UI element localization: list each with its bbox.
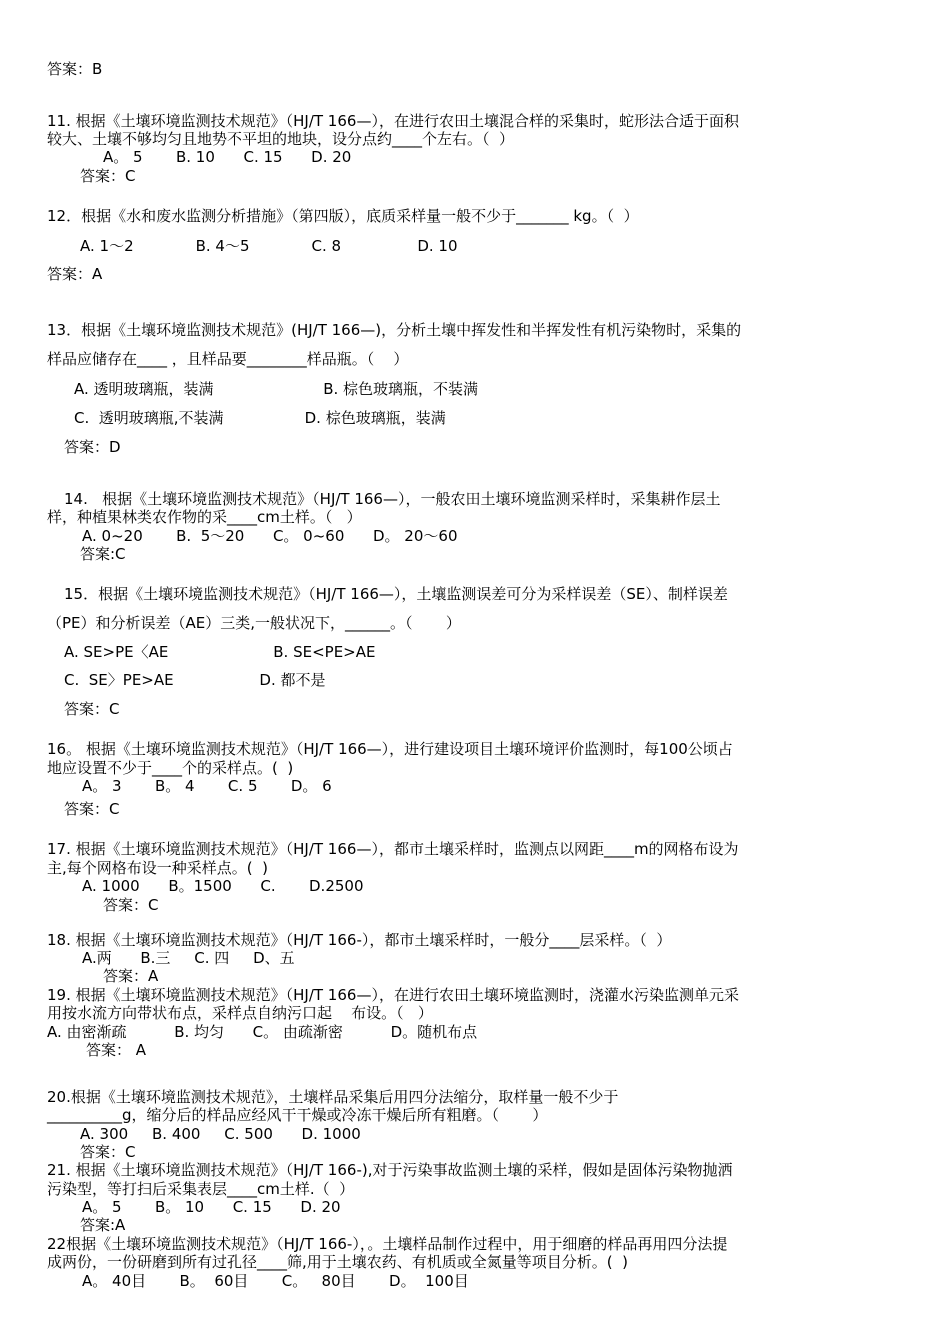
question-14-options: A. 0~20 B. 5～20 C。 0~60 D。 20～60 bbox=[82, 527, 458, 545]
question-14-line-2: 样，种植果林类农作物的采____cm土样。（ ） bbox=[47, 508, 362, 526]
question-20-line-2: __________g，缩分后的样品应经风干干燥或冷冻干燥后所有粗磨。（ ） bbox=[47, 1106, 548, 1124]
question-13-line-1: 13．根据《土壤环境监测技术规范》(HJ/T 166—)，分析土壤中挥发性和半挥发性有机污染物时，采集的 bbox=[47, 321, 742, 339]
question-11-options: A。 5 B. 10 C. 15 D. 20 bbox=[103, 148, 352, 166]
answer-18: 答案：A bbox=[103, 967, 159, 985]
question-22-options: A。 40目 B。 60目 C。 80目 D。 100目 bbox=[82, 1272, 469, 1290]
question-17-options: A. 1000 B。1500 C. D.2500 bbox=[82, 877, 364, 895]
question-21-line-1: 21. 根据《土壤环境监测技术规范》（HJ/T 166-),对于污染事故监测土壤的采样，假如是固体污染物抛洒 bbox=[47, 1161, 733, 1179]
question-18-options: A.两 B.三 C. 四 D、五 bbox=[82, 949, 295, 967]
question-16-line-1: 16。 根据《土壤环境监测技术规范》（HJ/T 166—），进行建设项目土壤环境评价监测时，每100公顷占 bbox=[47, 740, 733, 758]
answer-20: 答案：C bbox=[80, 1143, 136, 1161]
question-12-options: A. 1～2 B. 4～5 C. 8 D. 10 bbox=[80, 237, 458, 255]
answer-10: 答案：B bbox=[47, 60, 103, 78]
answer-17: 答案：C bbox=[103, 896, 159, 914]
answer-13: 答案：D bbox=[64, 438, 121, 456]
answer-19: 答案： A bbox=[86, 1041, 147, 1059]
question-11-line-1: 11. 根据《土壤环境监测技术规范》（HJ/T 166—），在进行农田土壤混合样的采集时，蛇形法合适于面积 bbox=[47, 112, 739, 130]
question-15-options-1: A. SE>PE〈AE B. SE<PE>AE bbox=[64, 643, 376, 661]
question-22-line-2: 成两份，一份研磨到所有过孔径____筛,用于土壤农药、有机质或全氮量等项目分析。( ) bbox=[47, 1253, 629, 1271]
question-12-line-1: 12．根据《水和废水监测分析措施》（第四版），底质采样量一般不少于_______ kg。（ ） bbox=[47, 207, 639, 225]
answer-15: 答案：C bbox=[64, 700, 120, 718]
answer-16: 答案：C bbox=[64, 800, 120, 818]
question-16-line-2: 地应设置不少于____个的采样点。( ) bbox=[47, 759, 294, 777]
question-11-line-2: 较大、土壤不够均匀且地势不平坦的地块，设分点约____个左右。（ ） bbox=[47, 130, 515, 148]
question-17-line-1: 17. 根据《土壤环境监测技术规范》（HJ/T 166—），都市土壤采样时，监测点以网距____m的网格布设为 bbox=[47, 840, 739, 858]
question-19-line-1: 19. 根据《土壤环境监测技术规范》（HJ/T 166—），在进行农田土壤环境监测时，浇灌水污染监测单元采 bbox=[47, 986, 739, 1004]
question-15-line-2: （PE）和分析误差（AE）三类,一般状况下，______。（ ） bbox=[47, 614, 461, 632]
question-15-line-1: 15．根据《土壤环境监测技术规范》（HJ/T 166—），土壤监测误差可分为采样误差（SE）、制样误差 bbox=[64, 585, 728, 603]
question-19-line-2: 用按水流方向带状布点，采样点自纳污口起 布设。（ ） bbox=[47, 1004, 433, 1022]
question-13-options-1: A. 透明玻璃瓶，装满 B. 棕色玻璃瓶，不装满 bbox=[74, 380, 479, 398]
question-17-line-2: 主,每个网格布设一种采样点。( ) bbox=[47, 859, 269, 877]
question-20-options: A. 300 B. 400 C. 500 D. 1000 bbox=[80, 1125, 361, 1143]
question-21-line-2: 污染型，等打扫后采集表层____cm土样.（ ） bbox=[47, 1180, 355, 1198]
question-15-options-2: C. SE〉PE>AE D. 都不是 bbox=[64, 671, 326, 689]
question-18-line-1: 18. 根据《土壤环境监测技术规范》（HJ/T 166-），都市土壤采样时，一般分____层采样。（ ） bbox=[47, 931, 672, 949]
question-20-line-1: 20.根据《土壤环境监测技术规范》，土壤样品采集后用四分法缩分，取样量一般不少于 bbox=[47, 1088, 619, 1106]
question-21-options: A。 5 B。 10 C. 15 D. 20 bbox=[82, 1198, 341, 1216]
answer-14: 答案:C bbox=[80, 545, 126, 563]
question-22-line-1: 22根据《土壤环境监测技术规范》（HJ/T 166-），。土壤样品制作过程中，用于细磨的样品再用四分法提 bbox=[47, 1235, 728, 1253]
answer-12: 答案：A bbox=[47, 265, 103, 283]
question-19-options: A. 由密渐疏 B. 均匀 C。 由疏渐密 D。随机布点 bbox=[47, 1023, 478, 1041]
question-16-options: A。 3 B。 4 C. 5 D。 6 bbox=[82, 777, 332, 795]
question-14-line-1: 14. 根据《土壤环境监测技术规范》（HJ/T 166—），一般农田土壤环境监测采样时，采集耕作层土 bbox=[64, 490, 721, 508]
question-13-line-2: 样品应储存在____ ，且样品要________样品瓶。（ ） bbox=[47, 350, 409, 368]
question-13-options-2: C. 透明玻璃瓶,不装满 D. 棕色玻璃瓶，装满 bbox=[74, 409, 446, 427]
answer-11: 答案：C bbox=[80, 167, 136, 185]
answer-21: 答案:A bbox=[80, 1216, 126, 1234]
